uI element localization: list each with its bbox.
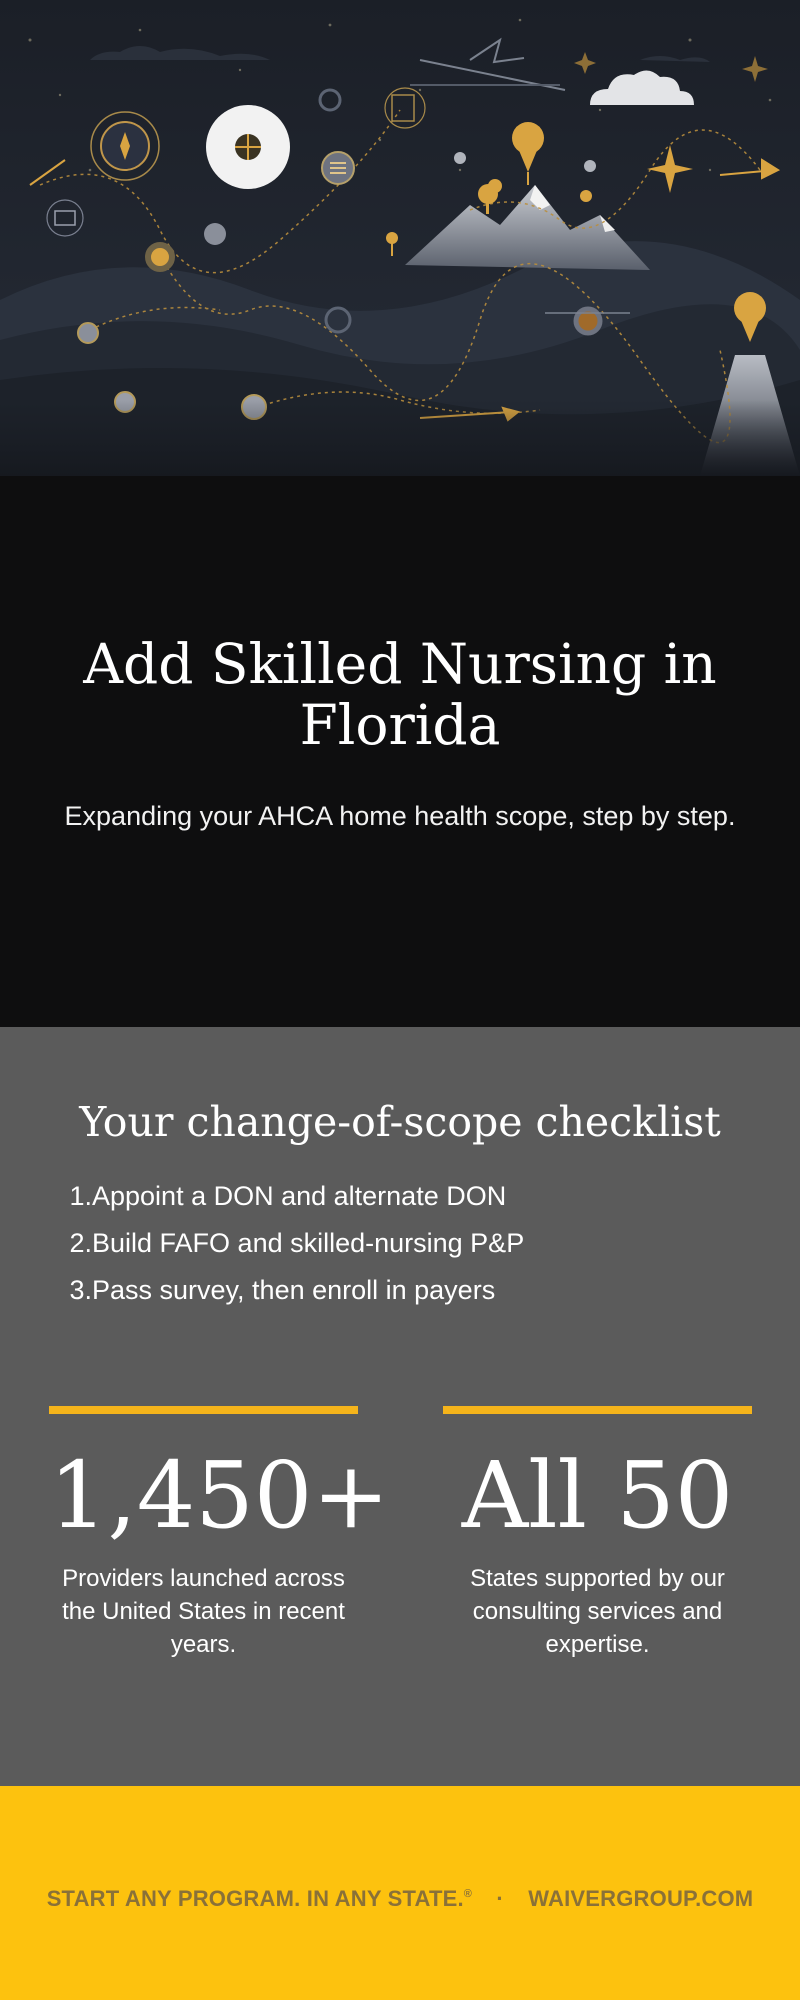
compass-badge-icon [91,112,159,180]
checklist-item-text: Appoint a DON and alternate DON [92,1181,507,1211]
waypoint-icon [148,245,172,269]
menu-badge-icon [322,152,354,184]
registered-mark: ® [463,1888,473,1900]
waypoint-icon [204,223,226,245]
checklist-item [60,1226,720,1273]
checklist-item [60,1273,720,1320]
waypoint-icon [454,152,466,164]
globe-icon [206,105,290,189]
checklist-section [0,1027,800,1786]
checklist-item-number: 1. [69,1181,92,1211]
footer-website-link[interactable]: WAIVERGROUP.COM [528,1886,754,1911]
footer-line [0,1880,800,1913]
waypoint-icon [78,323,98,343]
stat-value: 1,450+ [49,1442,390,1549]
footer-banner [0,1786,800,2000]
hero-section [0,476,800,1027]
stat-card-states [443,1406,752,1661]
checklist-list [60,1179,720,1320]
footer-separator: · [496,1886,504,1911]
stat-value: All 50 [461,1442,734,1549]
stat-card-providers [49,1406,390,1661]
checklist-item-text: Pass survey, then enroll in payers [92,1275,496,1305]
stat-accent-bar [49,1406,358,1414]
checklist-item-number: 2. [69,1228,92,1258]
stat-accent-bar [443,1406,752,1414]
stat-description: Providers launched across the United States in recent years. [62,1565,345,1658]
checklist-item-number: 3. [69,1275,92,1305]
checklist-item [60,1179,720,1226]
checklist-heading: Your change-of-scope checklist [79,1098,721,1146]
page-title: Add Skilled Nursing in Florida [83,632,717,757]
page-subtitle: Expanding your AHCA home health scope, step by step. [64,801,736,831]
map-journey-illustration [0,0,800,476]
stat-description: States supported by our consulting services and expertise. [470,1565,725,1658]
checklist-item-text: Build FAFO and skilled-nursing P&P [92,1228,525,1258]
footer-tagline: START ANY PROGRAM. IN ANY STATE. [46,1886,464,1911]
waypoint-icon [584,160,596,172]
hero-illustration [0,0,800,476]
